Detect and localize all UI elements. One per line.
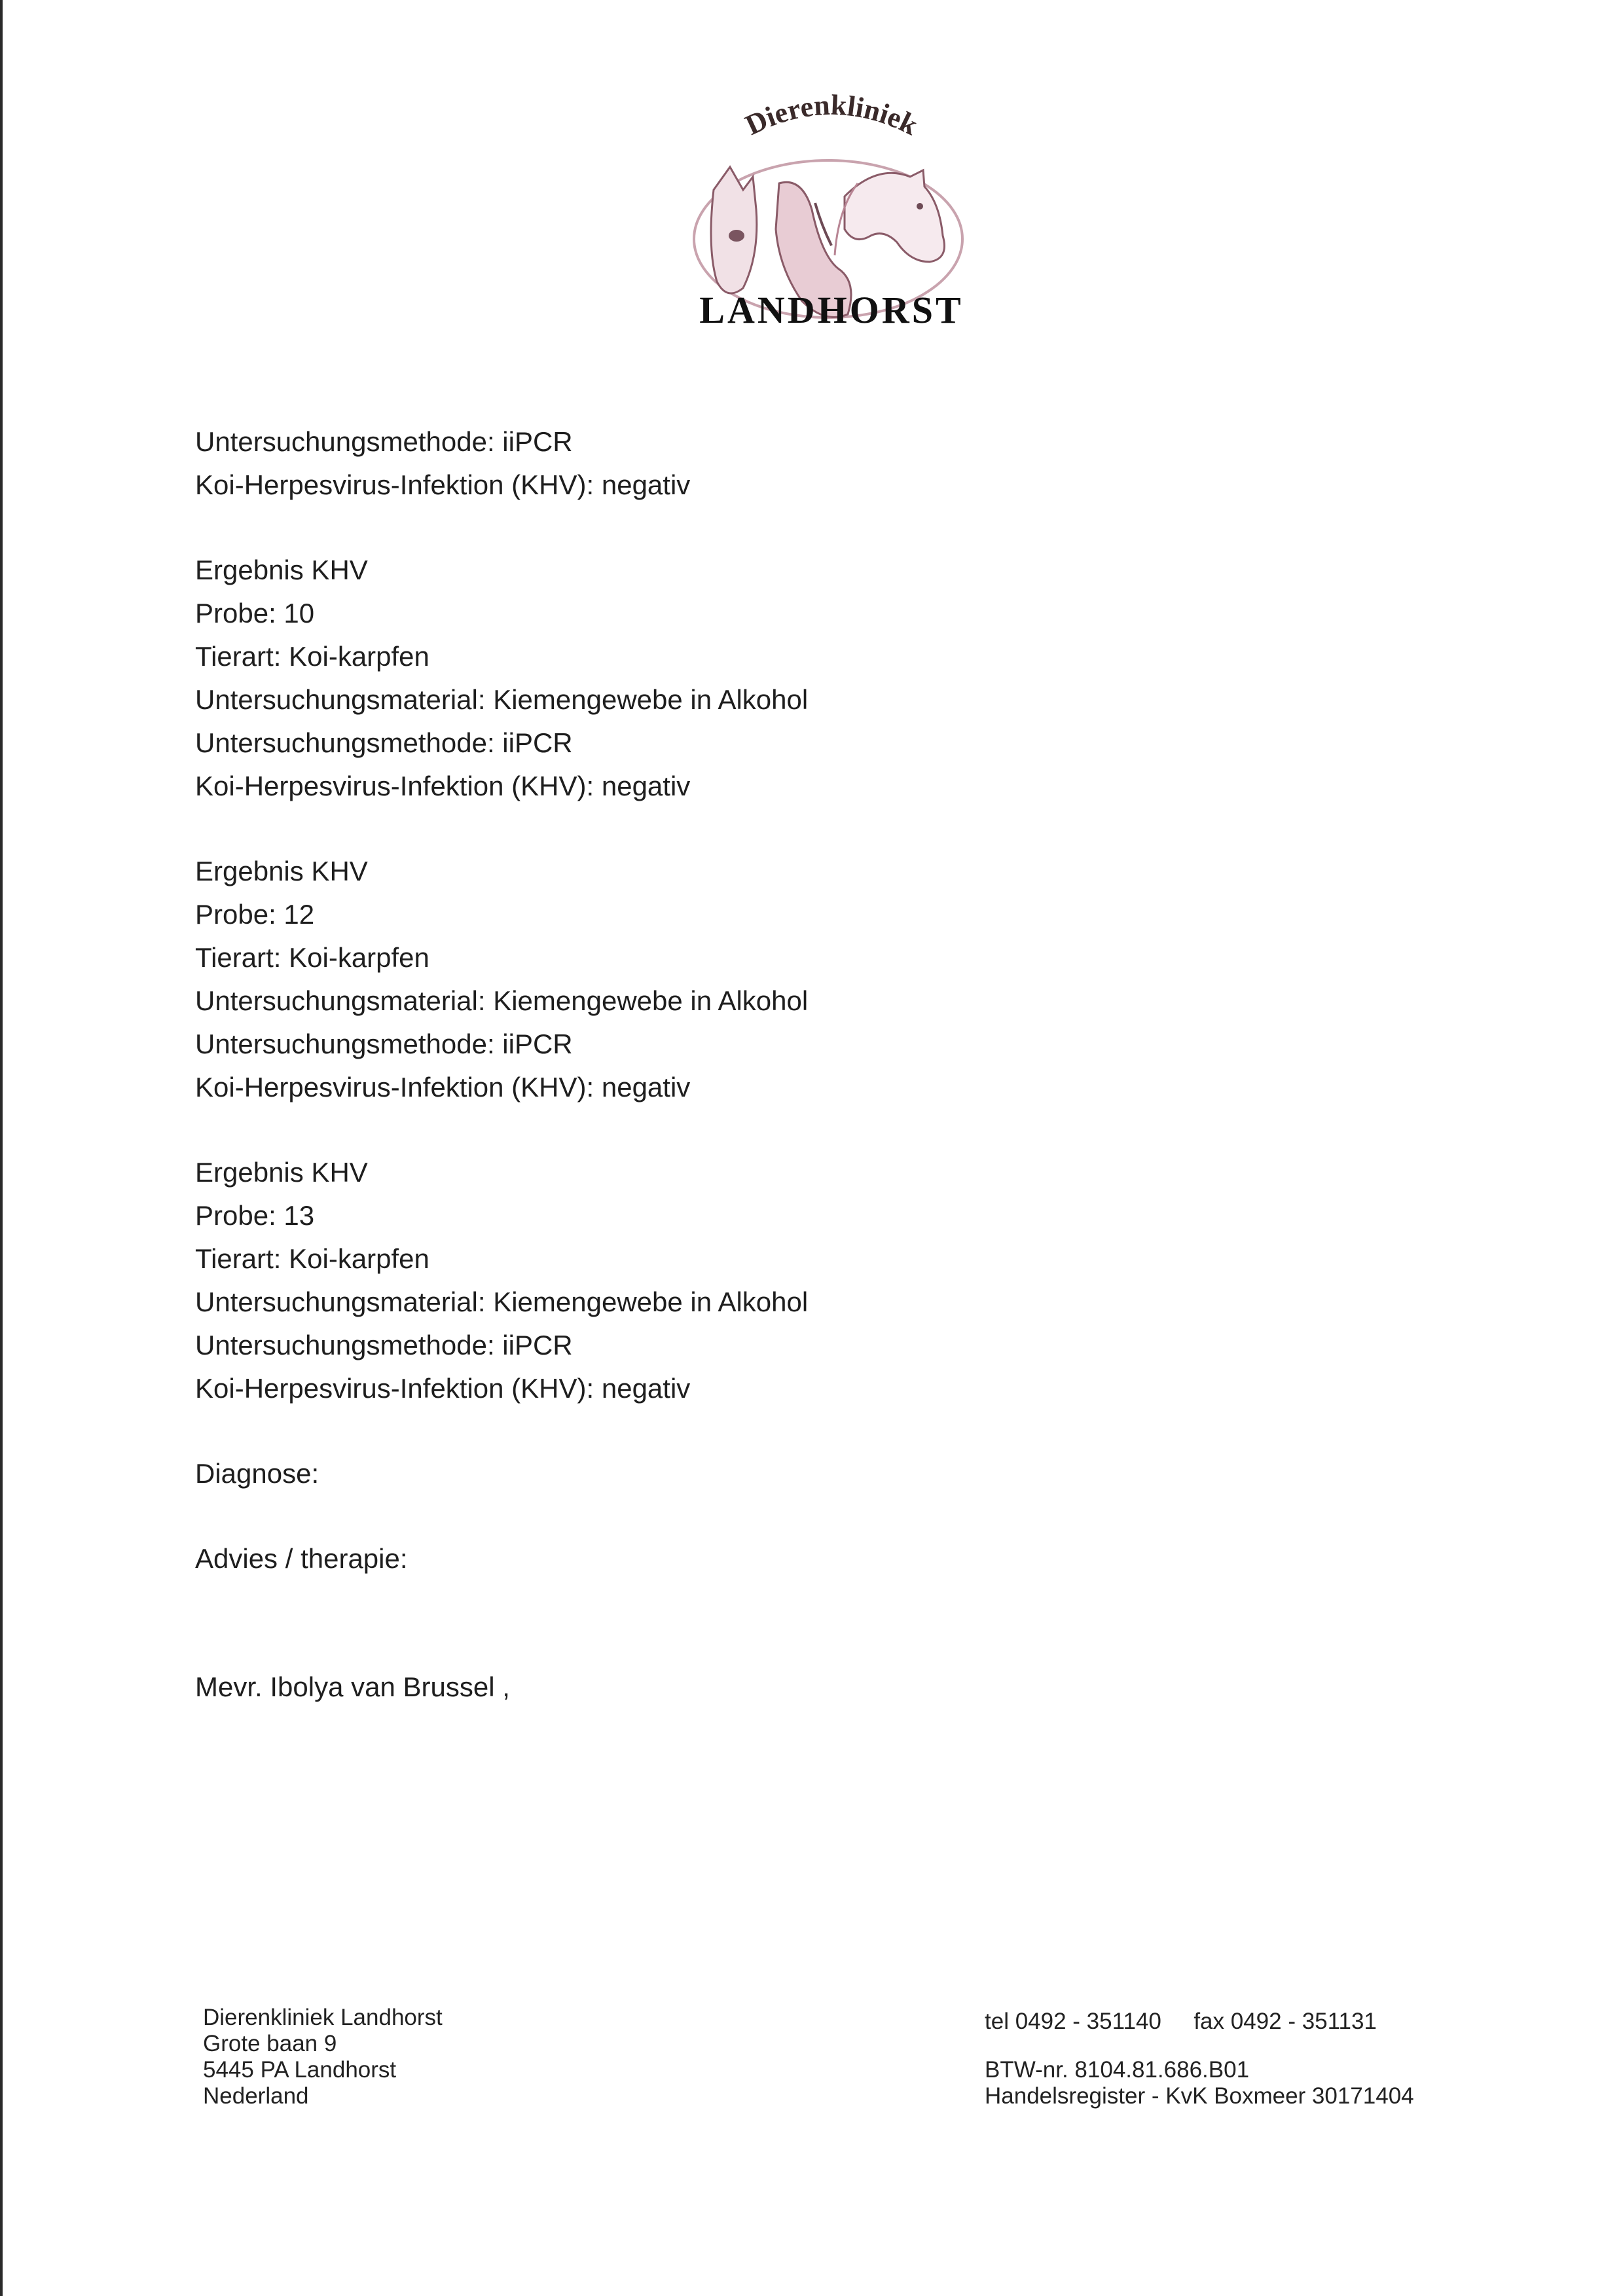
svg-text:Dierenkliniek: Dierenkliniek [740,88,923,142]
result-title: Ergebnis KHV [195,856,368,886]
result-tierart: Tierart: Koi-karpfen [195,641,429,672]
footer-kvk: Handelsregister - KvK Boxmeer 30171404 [985,2083,1414,2109]
result-methode: Untersuchungsmethode: iiPCR [195,1330,573,1360]
result-probe: Probe: 12 [195,899,315,930]
footer-tel: tel 0492 - 351140 [985,2009,1161,2034]
result-title: Ergebnis KHV [195,555,368,585]
report-body [195,420,808,1709]
intro-methode: Untersuchungsmethode: iiPCR [195,426,573,457]
result-block [195,850,808,1109]
diagnose-label: Diagnose: [195,1458,319,1489]
result-material: Untersuchungsmaterial: Kiemengewebe in Alkohol [195,985,809,1016]
footer-postcode: 5445 PA Landhorst [203,2057,397,2083]
signature: Mevr. Ibolya van Brussel , [195,1671,510,1702]
result-methode: Untersuchungsmethode: iiPCR [195,727,573,758]
logo-wordmark: LANDHORST [699,289,964,331]
result-ergebnis: Koi-Herpesvirus-Infektion (KHV): negativ [195,771,691,801]
result-material: Untersuchungsmaterial: Kiemengewebe in Alkohol [195,1286,809,1317]
result-block [195,549,808,808]
result-material: Untersuchungsmaterial: Kiemengewebe in Alkohol [195,684,809,715]
footer-btw: BTW-nr. 8104.81.686.B01 [985,2057,1250,2083]
result-tierart: Tierart: Koi-karpfen [195,1243,429,1274]
result-title: Ergebnis KHV [195,1157,368,1188]
result-ergebnis: Koi-Herpesvirus-Infektion (KHV): negativ [195,1373,691,1404]
result-methode: Untersuchungsmethode: iiPCR [195,1029,573,1059]
intro-ergebnis: Koi-Herpesvirus-Infektion (KHV): negativ [195,469,691,500]
result-tierart: Tierart: Koi-karpfen [195,942,429,973]
footer-address [203,2005,443,2109]
footer-street: Grote baan 9 [203,2031,337,2056]
advies-label: Advies / therapie: [195,1543,408,1574]
result-ergebnis: Koi-Herpesvirus-Infektion (KHV): negativ [195,1072,691,1102]
footer-contact [985,2009,1414,2109]
result-block [195,1151,808,1410]
footer-fax: fax 0492 - 351131 [1194,2009,1377,2034]
footer-clinic-name: Dierenkliniek Landhorst [203,2005,443,2030]
result-probe: Probe: 10 [195,598,315,629]
scan-edge-line [0,0,3,2296]
footer-country: Nederland [203,2083,309,2109]
result-probe: Probe: 13 [195,1200,315,1231]
